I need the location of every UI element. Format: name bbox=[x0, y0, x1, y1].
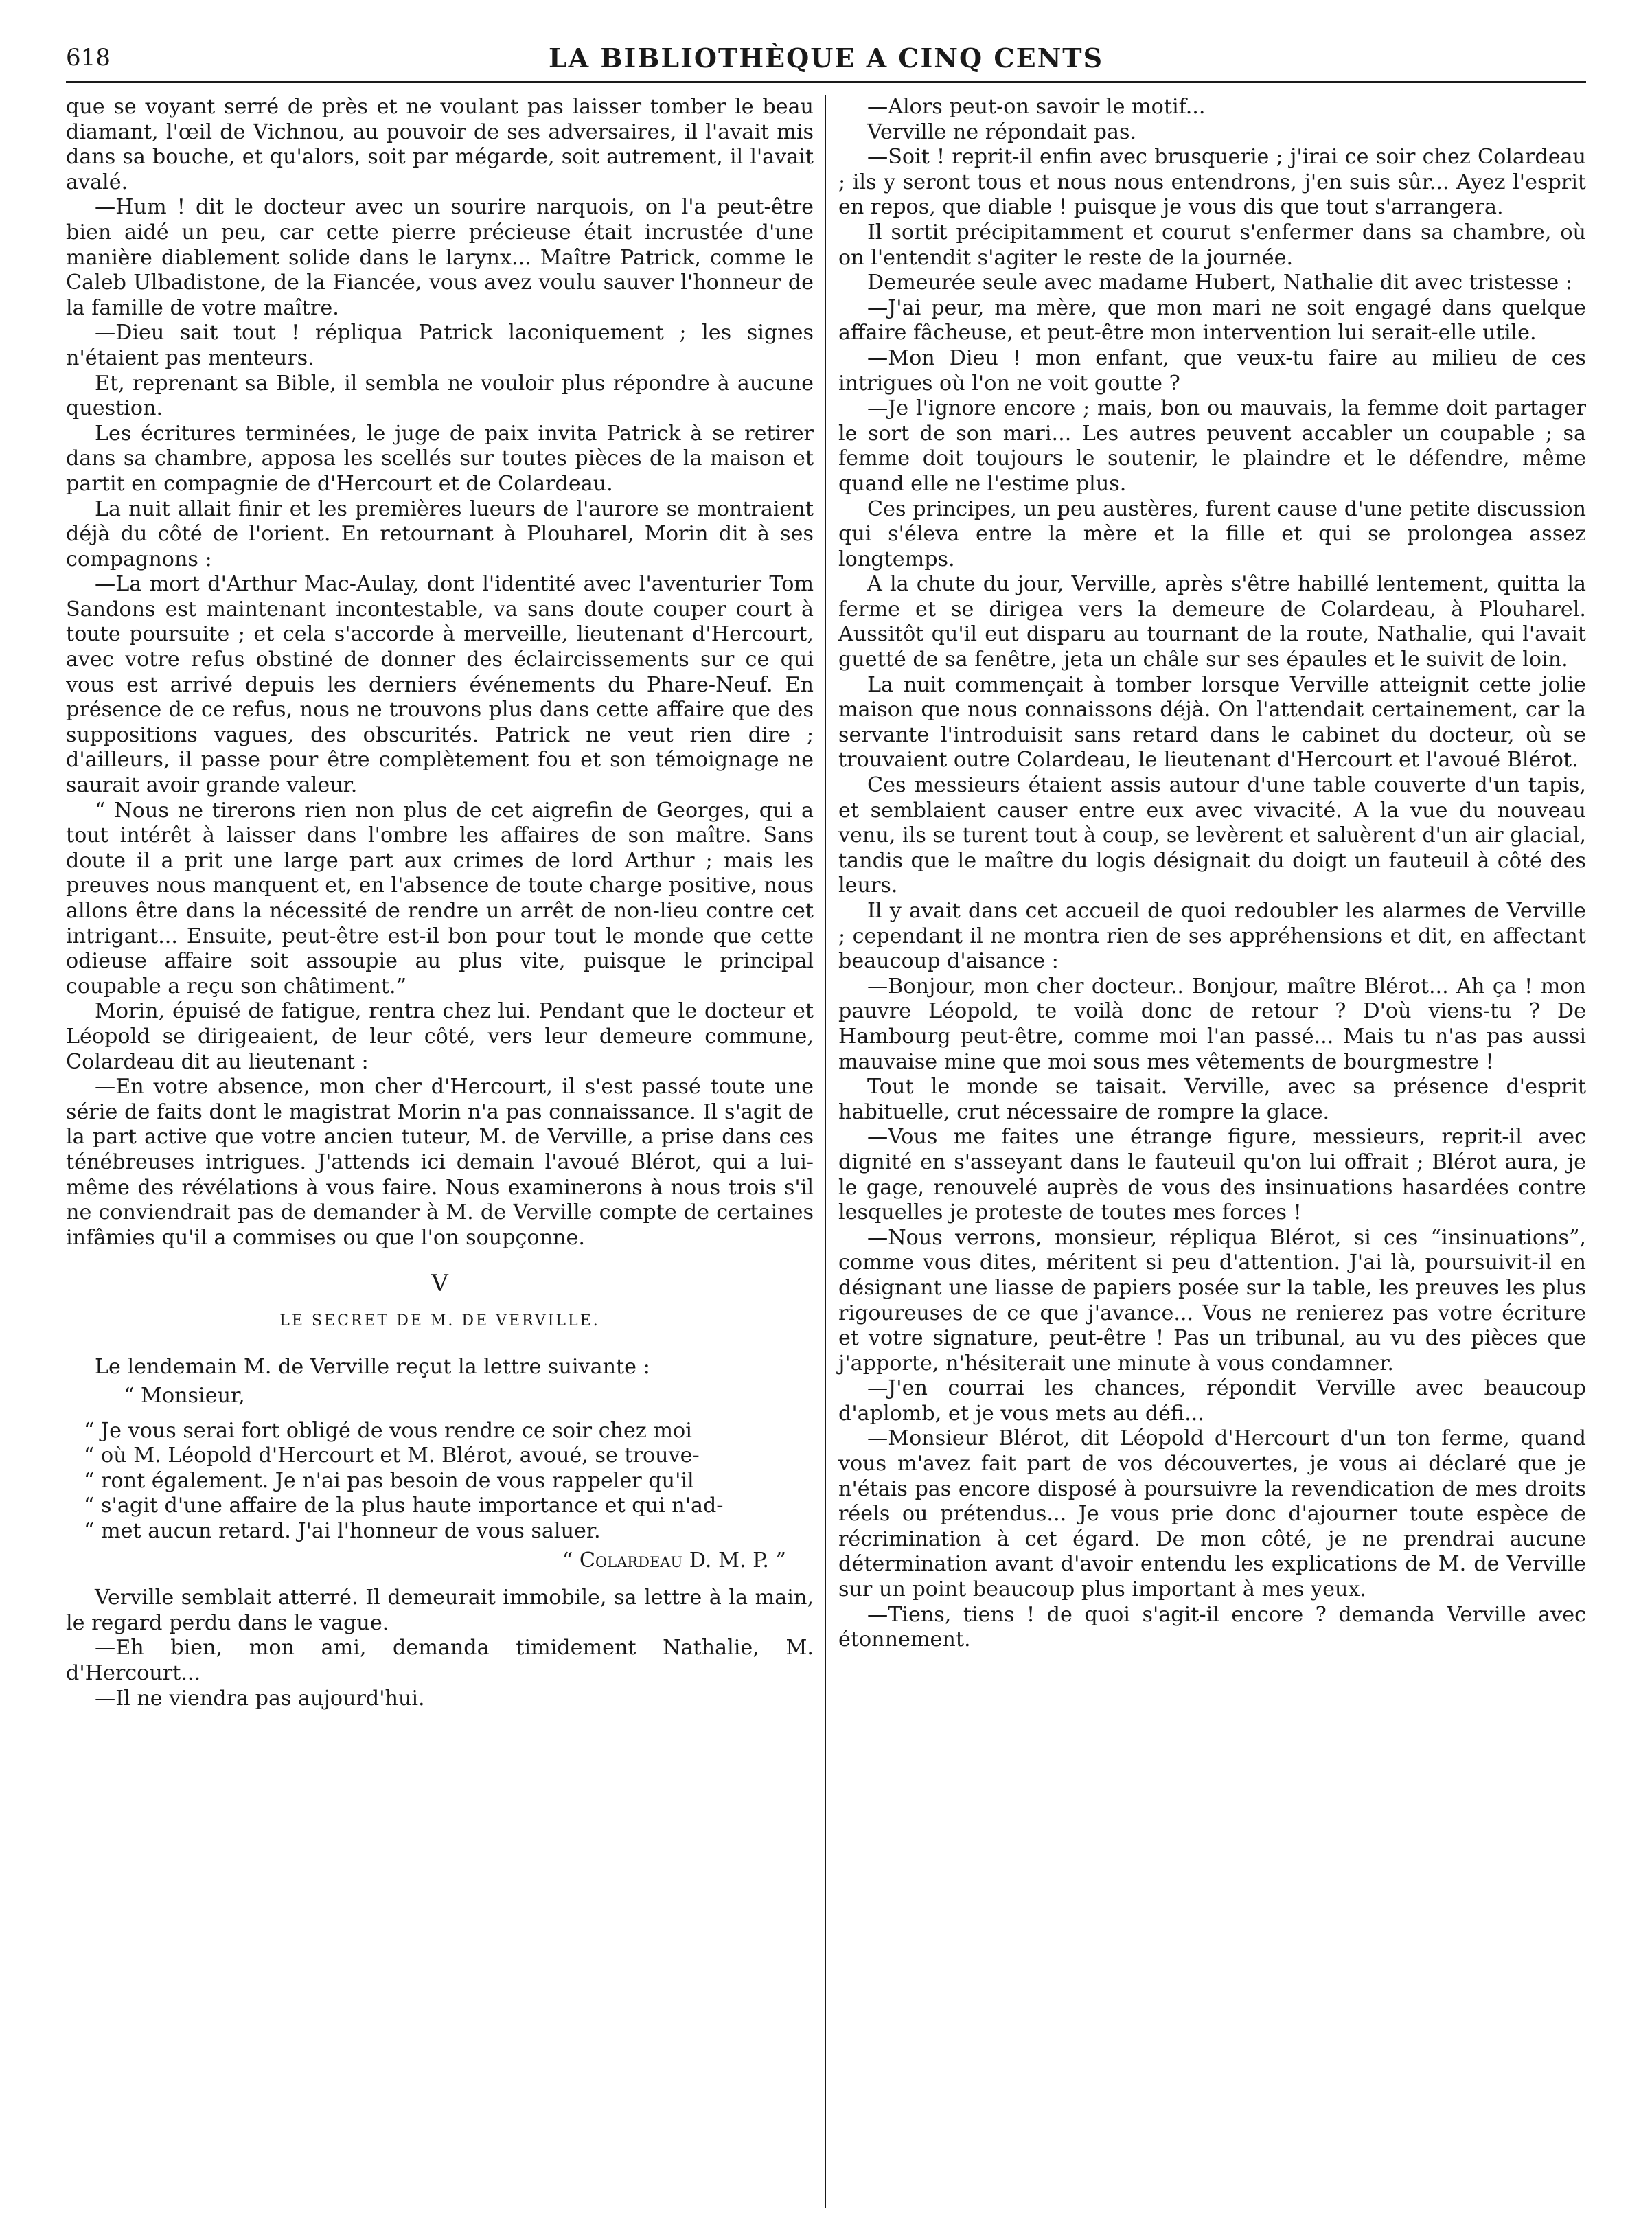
chapter-title: LE SECRET DE M. DE VERVILLE. bbox=[279, 1312, 600, 1329]
paragraph: Il y avait dans cet accueil de quoi redoubler les alarmes de Verville ; cependant il ne montra rien de ses appréhensions et dit, en affectant beaucoup d'aisance : bbox=[838, 899, 1586, 974]
paragraph: que se voyant serré de près et ne voulant pas laisser tomber le beau diamant, l'œil de Vichnou, au pouvoir de ses adversaires, il l'avait mis dans sa bouche, et qu'alors, soit par mégarde, soit autrement, il l'avait avalé. bbox=[66, 95, 814, 194]
page bbox=[66, 38, 1586, 2208]
letter-line: “ ront également. Je n'ai pas besoin de vous rappeler qu'il bbox=[84, 1468, 694, 1493]
text-columns bbox=[66, 95, 1586, 2208]
letter-salutation: “ Monsieur, bbox=[124, 1384, 245, 1408]
paragraph: Morin, épuisé de fatigue, rentra chez lui. Pendant que le docteur et Léopold se dirigeaient, de leur côté, vers leur demeure commune, Colardeau dit au lieutenant : bbox=[66, 999, 814, 1074]
paragraph: Et, reprenant sa Bible, il sembla ne vouloir plus répondre à aucune question. bbox=[66, 371, 814, 421]
chapter-number: V bbox=[431, 1270, 448, 1298]
letter-signature: “ Colardeau D. M. P. ” bbox=[562, 1548, 786, 1573]
letter-line: “ met aucun retard. J'ai l'honneur de vous saluer. bbox=[84, 1519, 601, 1544]
paragraph: “ Nous ne tirerons rien non plus de cet aigrefin de Georges, qui a tout intérêt à laisser dans l'ombre les affaires de son maître. Sans doute il a prit une large part aux crimes de lord Arthur ; mais les preuves nous manquent et, en l'absence de toute charge positive, nous allons être dans la nécessité de rendre un arrêt de non-lieu contre cet intrigant... Ensuite, peut-être est-il bon pour tout le monde que cette odieuse affaire soit assoupie au plus vite, puisque le principal coupable a reçu son châtiment.” bbox=[66, 798, 814, 998]
header-rule bbox=[66, 81, 1586, 83]
paragraph: La nuit allait finir et les premières lueurs de l'aurore se montraient déjà du côté de l'orient. En retournant à Plouharel, Morin dit à ses compagnons : bbox=[66, 496, 814, 571]
paragraph: Verville ne répondait pas. bbox=[867, 119, 1137, 144]
letter-line: “ Je vous serai fort obligé de vous rendre ce soir chez moi bbox=[84, 1418, 692, 1443]
running-head: LA BIBLIOTHÈQUE A CINQ CENTS bbox=[548, 43, 1104, 73]
paragraph: —Alors peut-on savoir le motif... bbox=[867, 95, 1206, 119]
paragraph: —Je l'ignore encore ; mais, bon ou mauvais, la femme doit partager le sort de son mari... Les autres peuvent accabler un coupable ; sa femme doit toujours le soutenir, le plaindre et le défendre, même quand elle ne l'estime plus. bbox=[838, 396, 1586, 496]
paragraph: —Eh bien, mon ami, demanda timidement Nathalie, M. d'Hercourt... bbox=[66, 1636, 814, 1686]
paragraph: Il sortit précipitamment et courut s'enfermer dans sa chambre, où on l'entendit s'agiter le reste de la journée. bbox=[838, 220, 1586, 270]
paragraph: —J'en courrai les chances, répondit Verville avec beaucoup d'aplomb, et je vous mets au défi... bbox=[838, 1376, 1586, 1426]
paragraph: —J'ai peur, ma mère, que mon mari ne soit engagé dans quelque affaire fâcheuse, et peut-être mon intervention lui serait-elle utile. bbox=[838, 295, 1586, 345]
letter-line: “ où M. Léopold d'Hercourt et M. Blérot, avoué, se trouve- bbox=[84, 1443, 700, 1468]
paragraph: —Soit ! reprit-il enfin avec brusquerie ; j'irai ce soir chez Colardeau ; ils y seront tous et nous nous entendrons, j'en suis sûr... Ayez l'esprit en repos, que diable ! puisque je vous dis que tout s'arrangera. bbox=[838, 145, 1586, 220]
letter bbox=[66, 1384, 814, 1573]
paragraph: Ces messieurs étaient assis autour d'une table couverte d'un tapis, et semblaient causer entre eux avec vivacité. A la vue du nouveau venu, ils se turent tout à coup, se levèrent et saluèrent d'un air glacial, tandis que le maître du logis désignait du doigt un fauteuil à côté des leurs. bbox=[838, 773, 1586, 898]
paragraph: —Vous me faites une étrange figure, messieurs, reprit-il avec dignité en s'asseyant dans le fauteuil qu'on lui offrait ; Blérot aura, je le gage, renouvelé auprès de vous des insinuations hasardées contre lesquelles je proteste de toutes mes forces ! bbox=[838, 1125, 1586, 1225]
paragraph: —Nous verrons, monsieur, répliqua Blérot, si ces “insinuations”, comme vous dites, méritent si peu d'attention. J'ai là, poursuivit-il en désignant une liasse de papiers posée sur la table, les preuves les plus rigoureuses de ce que j'avance... Vous ne renierez pas votre écriture et votre signature, peut-être ! Pas un tribunal, au vu des pièces que j'apporte, n'hésiterait une minute à vous condamner. bbox=[838, 1225, 1586, 1375]
paragraph: —Hum ! dit le docteur avec un sourire narquois, on l'a peut-être bien aidé un peu, car cette pierre précieuse était incrustée d'une manière diablement solide dans le larynx... Maître Patrick, comme le Caleb Ulbadistone, de la Fiancée, vous avez voulu sauver l'honneur de la famille de votre maître. bbox=[66, 195, 814, 320]
paragraph: —Dieu sait tout ! répliqua Patrick laconiquement ; les signes n'étaient pas menteurs. bbox=[66, 321, 814, 370]
paragraph: Verville semblait atterré. Il demeurait immobile, sa lettre à la main, le regard perdu dans le vague. bbox=[66, 1586, 814, 1635]
paragraph: Tout le monde se taisait. Verville, avec sa présence d'esprit habituelle, crut nécessaire de rompre la glace. bbox=[838, 1075, 1586, 1124]
column-divider bbox=[825, 95, 826, 2208]
paragraph: —Tiens, tiens ! de quoi s'agit-il encore ? demanda Verville avec étonnement. bbox=[838, 1602, 1586, 1652]
paragraph: A la chute du jour, Verville, après s'être habillé lentement, quitta la ferme et se dirigea vers la demeure de Colardeau, à Plouharel. Aussitôt qu'il eut disparu au tournant de la route, Nathalie, qui l'avait guetté de sa fenêtre, jeta un châle sur ses épaules et le suivit de loin. bbox=[838, 572, 1586, 672]
paragraph: Le lendemain M. de Verville reçut la lettre suivante : bbox=[95, 1354, 650, 1379]
paragraph: —Mon Dieu ! mon enfant, que veux-tu faire au milieu de ces intrigues où l'on ne voit goutte ? bbox=[838, 345, 1586, 396]
paragraph: Ces principes, un peu austères, furent cause d'une petite discussion qui s'éleva entre la mère et la fille et qui se prolongea assez longtemps. bbox=[838, 496, 1586, 571]
paragraph: —Monsieur Blérot, dit Léopold d'Hercourt d'un ton ferme, quand vous m'avez fait part de vos découvertes, je vous ai déclaré que je n'étais pas encore disposé à poursuivre la revendication de mes droits réels ou prétendus... Je vous prie donc d'ajourner toute espèce de récrimination à cet égard. De mon côté, je ne prendrai aucune détermination avant d'avoir entendu les explications de M. de Verville sur un point beaucoup plus important à mes yeux. bbox=[838, 1426, 1586, 1602]
paragraph: Les écritures terminées, le juge de paix invita Patrick à se retirer dans sa chambre, apposa les scellés sur toutes pièces de la maison et partit en compagnie de d'Hercourt et de Colardeau. bbox=[66, 421, 814, 496]
page-number: 618 bbox=[66, 44, 111, 71]
letter-line: “ s'agit d'une affaire de la plus haute importance et qui n'ad- bbox=[84, 1494, 724, 1518]
paragraph: La nuit commençait à tomber lorsque Verville atteignit cette jolie maison que nous connaissons déjà. On l'attendait certainement, car la servante l'introduisit sans retard dans le cabinet du docteur, où se trouvaient outre Colardeau, le lieutenant d'Hercourt et l'avoué Blérot. bbox=[838, 672, 1586, 773]
paragraph: —En votre absence, mon cher d'Hercourt, il s'est passé toute une série de faits dont le magistrat Morin n'a pas connaissance. Il s'agit de la part active que votre ancien tuteur, M. de Verville, a prise dans ces ténébreuses intrigues. J'attends ici demain l'avoué Blérot, qui a lui-même des révélations à vous faire. Nous examinerons à nous trois s'il ne conviendrait pas de demander à M. de Verville compte de certaines infâmies qu'il a commises ou que l'on soupçonne. bbox=[66, 1075, 814, 1250]
paragraph: —Il ne viendra pas aujourd'hui. bbox=[95, 1686, 425, 1711]
paragraph: —La mort d'Arthur Mac-Aulay, dont l'identité avec l'aventurier Tom Sandons est maintenant incontestable, va sans doute couper court à toute poursuite ; et cela s'accorde à merveille, lieutenant d'Hercourt, avec votre refus obstiné de donner des éclaircissements sur ce qui vous est arrivé depuis les derniers événements du Phare-Neuf. En présence de ce refus, nous ne trouvons plus dans cette affaire que des suppositions vagues, des obscurités. Patrick ne veut rien dire ; d'ailleurs, il passe pour être complètement fou et son témoignage ne saurait avoir grande valeur. bbox=[66, 572, 814, 798]
right-column bbox=[829, 95, 1586, 2208]
paragraph: —Bonjour, mon cher docteur.. Bonjour, maître Blérot... Ah ça ! mon pauvre Léopold, te voilà donc de retour ? D'où viens-tu ? De Hambourg peut-être, comme moi l'an passé... Mais tu n'as pas aussi mauvaise mine que moi sous mes vêtements de bourgmestre ! bbox=[838, 974, 1586, 1074]
page-header bbox=[66, 38, 1586, 84]
paragraph: Demeurée seule avec madame Hubert, Nathalie dit avec tristesse : bbox=[867, 271, 1573, 295]
left-column bbox=[66, 95, 822, 2208]
